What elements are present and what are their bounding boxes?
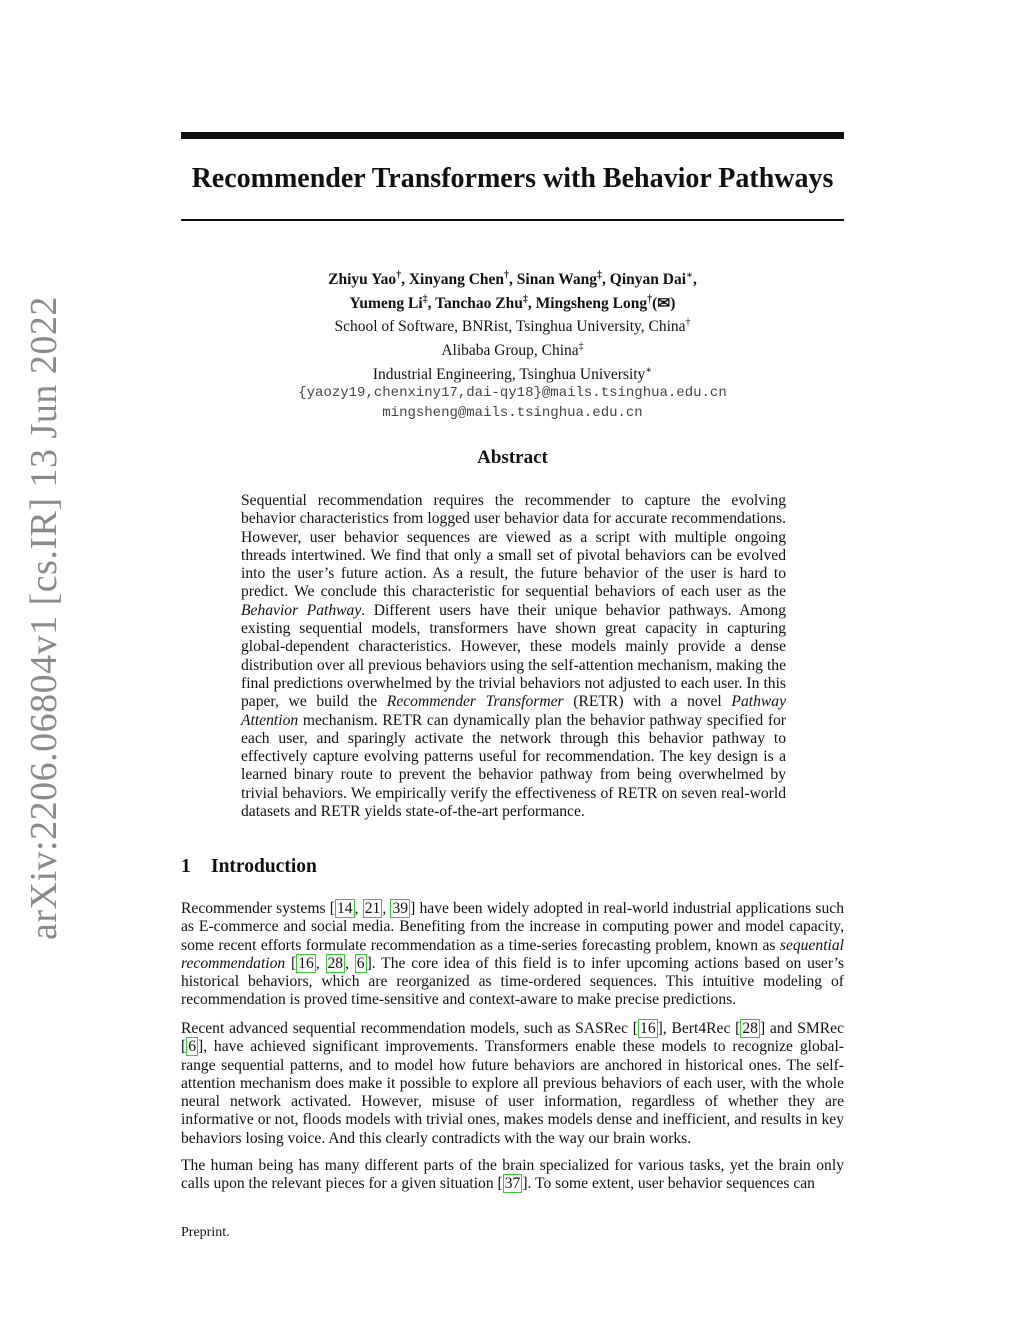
paragraph-span: Recommender systems [: [181, 900, 335, 917]
section-number: 1: [181, 856, 191, 877]
abstract-heading: Abstract: [477, 447, 548, 468]
author-line-1: [181, 266, 844, 290]
citation-link[interactable]: 16: [640, 1020, 656, 1037]
paragraph-span: ,: [315, 954, 326, 972]
author-separator: ,: [692, 271, 697, 289]
affiliation-mark: †: [396, 270, 402, 281]
affiliation-1: [181, 313, 844, 337]
affiliation-text: Alibaba Group, China: [441, 342, 579, 360]
affiliation-mark: ∗: [645, 364, 653, 376]
paragraph-span: ,: [382, 900, 391, 917]
affiliation-mark: †: [685, 317, 691, 329]
citation-link[interactable]: 37: [504, 1175, 521, 1193]
paragraph-span: [: [285, 954, 297, 972]
paragraph-span: ,: [345, 954, 355, 972]
author-name: , Qinyan Dai: [602, 271, 687, 289]
paragraph-span: ]. To some extent, user behavior sequences can: [522, 1175, 815, 1193]
author-name: , Xinyang Chen: [401, 271, 505, 289]
affiliation-mark: ‡: [522, 293, 528, 305]
citation-link[interactable]: 39: [392, 900, 409, 917]
abstract-emphasis: Behavior Pathway: [241, 601, 362, 619]
author-name: Yumeng Li: [349, 294, 423, 312]
intro-paragraph-2: [181, 1020, 844, 1148]
abstract-span: (RETR) with a novel: [563, 693, 732, 711]
footer-note: Preprint.: [181, 1225, 230, 1240]
abstract-emphasis: Pathway Attention: [241, 693, 786, 729]
section-heading-introduction: [181, 856, 317, 878]
affiliation-mark: ∗: [686, 270, 693, 281]
citation-link[interactable]: 28: [327, 954, 344, 972]
paper-title: Recommender Transformers with Behavior Pathways: [191, 163, 834, 194]
author-email-2[interactable]: mingsheng@mails.tsinghua.edu.cn: [382, 404, 643, 421]
corresponding-author-mark: (✉): [652, 294, 676, 312]
citation-link[interactable]: 28: [742, 1020, 758, 1037]
author-line-2: [181, 290, 844, 314]
citation-link[interactable]: 14: [337, 900, 353, 917]
affiliation-mark: ‡: [422, 293, 428, 305]
paragraph-span: ] and SMRec [: [181, 1020, 845, 1056]
affiliation-text: School of Software, BNRist, Tsinghua University, China: [334, 318, 686, 336]
citation-link[interactable]: 21: [364, 900, 381, 917]
paragraph-span: ] have been widely adopted in real-world industrial applications such as E-commerce and social media. Benefiting from the increase in computing power and model capacity, some recent efforts formulate recommendation as a time-series forecasting problem, known as: [181, 900, 844, 954]
abstract-span: . Different users have their unique behavior pathways. Among existing sequential models, transformers have shown great capacity in capturing global-dependent characteristics. However, these models mainly provide a dense distribution over all previous behaviors using the self-attention mechanism, making the final predictions overwhelmed by the trivial behaviors not adjusted to each user. In this paper, we build the: [241, 601, 786, 711]
paragraph-emphasis: sequential recommendation: [181, 936, 844, 972]
paragraph-span: ], Bert4Rec [: [657, 1020, 741, 1037]
intro-paragraph-3: [181, 1157, 844, 1194]
author-email-1[interactable]: {yaozy19,chenxiny17,dai-qy18}@mails.tsinghua.edu.cn: [298, 385, 727, 402]
abstract-emphasis: Recommender Transformer: [386, 693, 564, 711]
affiliation-mark: ‡: [578, 340, 584, 352]
author-name: Zhiyu Yao: [328, 271, 397, 289]
author-name: , Mingsheng Long: [527, 294, 648, 312]
affiliation-mark: †: [504, 270, 510, 281]
title-rule-top: [181, 132, 844, 139]
abstract-span: Sequential recommendation requires the recommender to capture the evolving behavior characteristics from logged user behavior data for accurate recommendations. However, user behavior sequences are viewed as a script with multiple ongoing threads intertwined. We find that only a small set of pivotal behaviors can be evolved into the user’s future action. As a result, the future behavior of the user is hard to predict. We conclude this characteristic for sequential behaviors of each user as the: [241, 492, 786, 601]
paragraph-span: Recent advanced sequential recommendation models, such as SASRec [: [181, 1020, 639, 1037]
affiliation-3: [181, 361, 844, 385]
affiliation-mark: ‡: [597, 270, 603, 281]
citation-link[interactable]: 6: [188, 1038, 196, 1056]
paragraph-span: ], have achieved significant improvements. Transformers enable these models to recognize global-range sequential patterns, and to model how future behaviors are anchored in historical ones. The self-attention mechanism does make it possible to explore all previous behaviors of each user, with the whole neural network activated. However, misuse of user information, regardless of whether they are informative or not, floods models with trivial ones, makes models dense and inefficient, and results in key behaviors losing voice. And this clearly contradicts with the way our brain works.: [181, 1038, 844, 1147]
paragraph-span: ,: [354, 900, 363, 917]
author-block: [181, 266, 844, 423]
intro-paragraph-1: [181, 900, 844, 1010]
paragraph-span: ]. The core idea of this field is to infer upcoming actions based on user’s historical behaviors, which are reorganized as time-ordered sequences. This intuitive modeling of recommendation is proved time-sensitive and context-aware to make precise predictions.: [181, 954, 845, 1009]
affiliation-2: [181, 337, 844, 361]
section-title: Introduction: [211, 856, 317, 877]
paragraph-span: The human being has many different parts of the brain specialized for various tasks, yet the brain only calls upon the relevant pieces for a given situation [: [181, 1157, 844, 1193]
abstract-span: mechanism. RETR can dynamically plan the behavior pathway specified for each user, and sparingly activate the network through this behavior pathway to effectively capture evolving patterns useful for recommendation. The key design is a learned binary route to prevent the behavior pathway from being overwhelmed by trivial behaviors. We empirically verify the effectiveness of RETR on seven real-world datasets and RETR yields state-of-the-art performance.: [241, 711, 786, 821]
citation-link[interactable]: 16: [298, 954, 314, 972]
affiliation-mark: †: [647, 293, 653, 305]
abstract-text: [241, 492, 786, 821]
citation-link[interactable]: 6: [356, 954, 365, 972]
arxiv-identifier-stamp: arXiv:2206.06804v1 [cs.IR] 13 Jun 2022: [23, 296, 65, 940]
author-name: , Tanchao Zhu: [427, 294, 523, 312]
title-rule-bottom: [181, 219, 844, 221]
author-name: , Sinan Wang: [509, 271, 598, 289]
affiliation-text: Industrial Engineering, Tsinghua University: [372, 365, 646, 383]
